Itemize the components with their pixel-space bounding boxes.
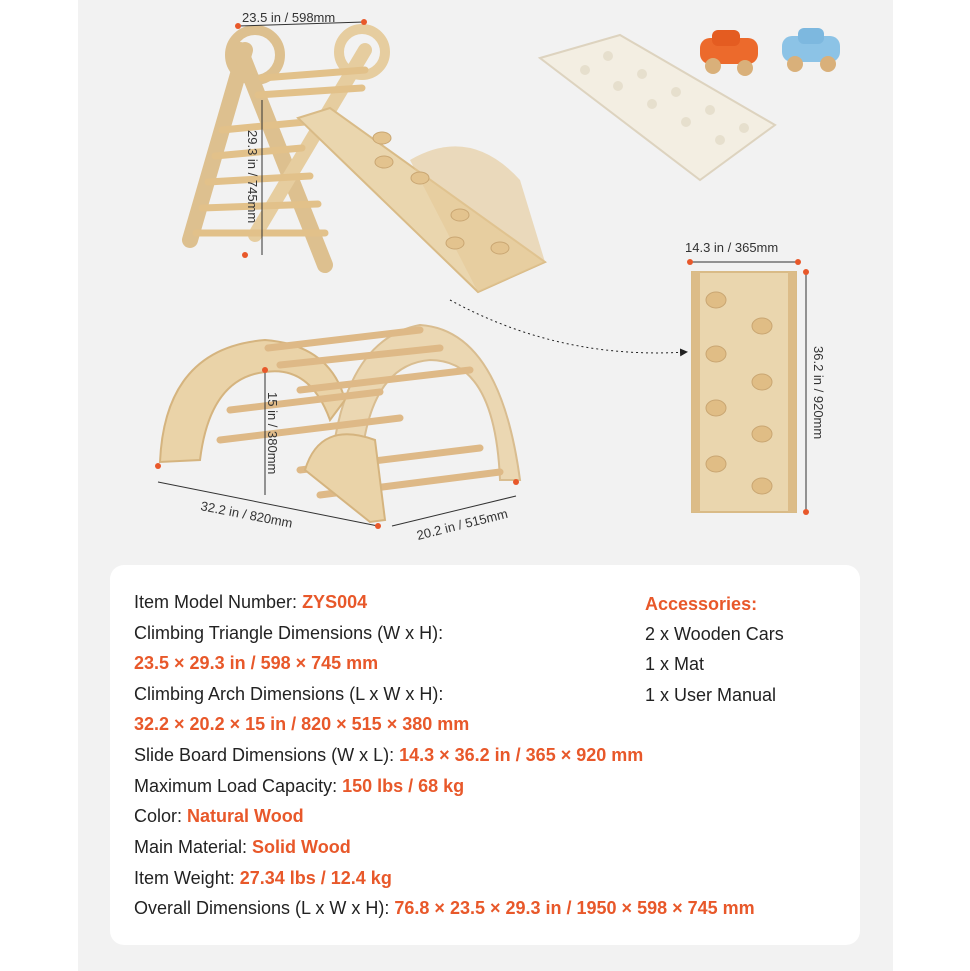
color-label: Color: <box>134 806 188 826</box>
arch-width-label: 20.2 in / 515mm <box>415 505 510 543</box>
overall-line <box>134 897 755 919</box>
material-label: Main Material: <box>134 837 253 857</box>
slide-board-attached <box>298 108 545 292</box>
overall-value: 76.8 × 23.5 × 29.3 in / 1950 × 598 × 745 mm <box>394 898 755 918</box>
weight-line <box>134 867 392 889</box>
load-value: 150 lbs / 68 kg <box>342 776 465 796</box>
weight-value: 27.34 lbs / 12.4 kg <box>239 868 392 888</box>
model-label: Item Model Number: <box>134 592 303 612</box>
accessory-item: 1 x User Manual <box>645 685 777 705</box>
accessory-item: 1 x Mat <box>645 654 705 674</box>
triangle-width-label: 23.5 in / 598mm <box>242 10 336 25</box>
slide-length-label: 36.2 in / 920mm <box>811 346 826 440</box>
slide-line <box>134 744 643 766</box>
orange-car <box>700 30 758 76</box>
climbing-arch <box>160 325 520 522</box>
load-label: Maximum Load Capacity: <box>134 776 343 796</box>
material-line <box>134 836 351 858</box>
model-value: ZYS004 <box>302 592 368 612</box>
accessories-title: Accessories: <box>645 594 758 614</box>
arch-value: 32.2 × 20.2 × 15 in / 820 × 515 × 380 mm <box>134 714 470 734</box>
slide-value: 14.3 × 36.2 in / 365 × 920 mm <box>399 745 644 765</box>
slide-board-flat <box>692 272 796 512</box>
weight-label: Item Weight: <box>134 868 240 888</box>
triangle-height-label: 29.3 in / 745mm <box>245 130 260 224</box>
arch-length-label: 32.2 in / 820mm <box>199 498 294 531</box>
accessory-item: 2 x Wooden Cars <box>645 624 784 644</box>
spec-card <box>110 565 860 945</box>
color-line <box>134 805 304 827</box>
blue-car <box>782 28 840 72</box>
overall-label: Overall Dimensions (L x W x H): <box>134 898 395 918</box>
triangle-value: 23.5 × 29.3 in / 598 × 745 mm <box>134 653 379 673</box>
slide-label: Slide Board Dimensions (W x L): <box>134 745 400 765</box>
slide-width-label: 14.3 in / 365mm <box>685 240 779 255</box>
material-value: Solid Wood <box>252 837 351 857</box>
load-line <box>134 775 464 797</box>
color-value: Natural Wood <box>187 806 304 826</box>
arch-label: Climbing Arch Dimensions (L x W x H): <box>134 684 444 704</box>
arch-height-label: 15 in / 380mm <box>265 392 280 475</box>
triangle-label: Climbing Triangle Dimensions (W x H): <box>134 623 444 643</box>
model-line <box>134 591 367 613</box>
